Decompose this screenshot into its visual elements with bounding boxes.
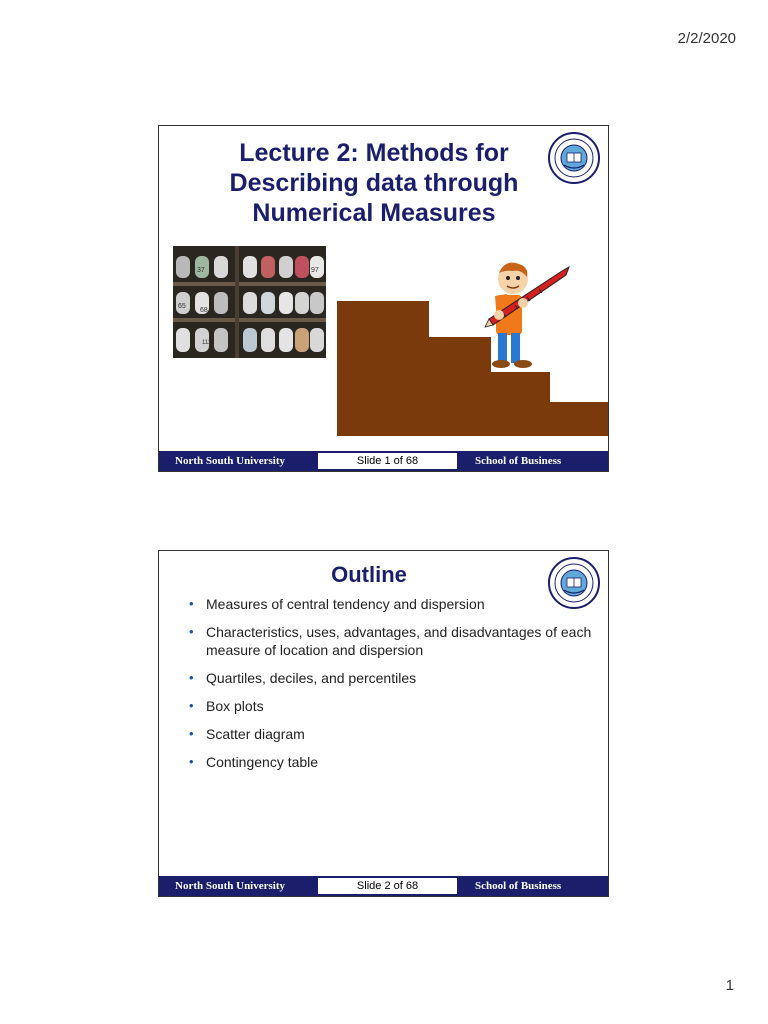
list-item	[187, 725, 597, 743]
slide-1	[158, 125, 609, 472]
list-item	[187, 697, 597, 715]
bullet-text: Measures of central tendency and dispersion	[206, 596, 485, 612]
slide-2	[158, 550, 609, 897]
mailbox-number: 68	[200, 307, 208, 314]
mailbox-photo	[173, 246, 326, 358]
page-number: 1	[725, 977, 734, 994]
bullet-text: Box plots	[206, 698, 264, 714]
mailbox-number: 97	[311, 267, 319, 274]
footer-university: North South University	[175, 455, 286, 467]
date-header: 2/2/2020	[677, 30, 736, 47]
bullet-icon: •	[189, 754, 194, 769]
bullet-text: Quartiles, deciles, and percentiles	[206, 670, 417, 686]
cartoon-boy-with-pencil	[485, 263, 569, 368]
bullet-text: Characteristics, uses, advantages, and disadvantages of each measure of location and dispersion	[206, 624, 592, 658]
bullet-icon: •	[189, 624, 194, 639]
slide-2-footer	[159, 876, 608, 896]
outline-list	[187, 595, 597, 781]
list-item	[187, 595, 597, 613]
slide-1-footer	[159, 451, 608, 471]
slide-number: Slide 2 of 68	[317, 877, 458, 895]
list-item	[187, 753, 597, 771]
list-item	[187, 623, 597, 659]
bullet-icon: •	[189, 698, 194, 713]
footer-school: School of Business	[475, 455, 562, 467]
bullet-text: Contingency table	[206, 754, 319, 770]
bullet-icon: •	[189, 726, 194, 741]
bullet-icon: •	[189, 596, 194, 611]
footer-university: North South University	[175, 880, 286, 892]
mailbox-number: 37	[197, 267, 205, 274]
bullet-text: Scatter diagram	[206, 726, 305, 742]
mailbox-row-3	[176, 328, 324, 352]
list-item	[187, 669, 597, 687]
slide-number: Slide 1 of 68	[317, 452, 458, 470]
mailbox-number: 65	[178, 303, 186, 310]
university-seal-icon	[547, 131, 601, 185]
mailbox-row-2	[176, 292, 324, 314]
mailbox-number: 111	[202, 340, 212, 346]
footer-school: School of Business	[475, 880, 562, 892]
slide-1-title: Lecture 2: Methods for Describing data through Numerical Measures	[229, 139, 519, 227]
stairs-illustration	[337, 261, 609, 436]
bullet-icon: •	[189, 670, 194, 685]
stairs-shape	[337, 301, 609, 436]
slide-2-title: Outline	[331, 562, 407, 587]
